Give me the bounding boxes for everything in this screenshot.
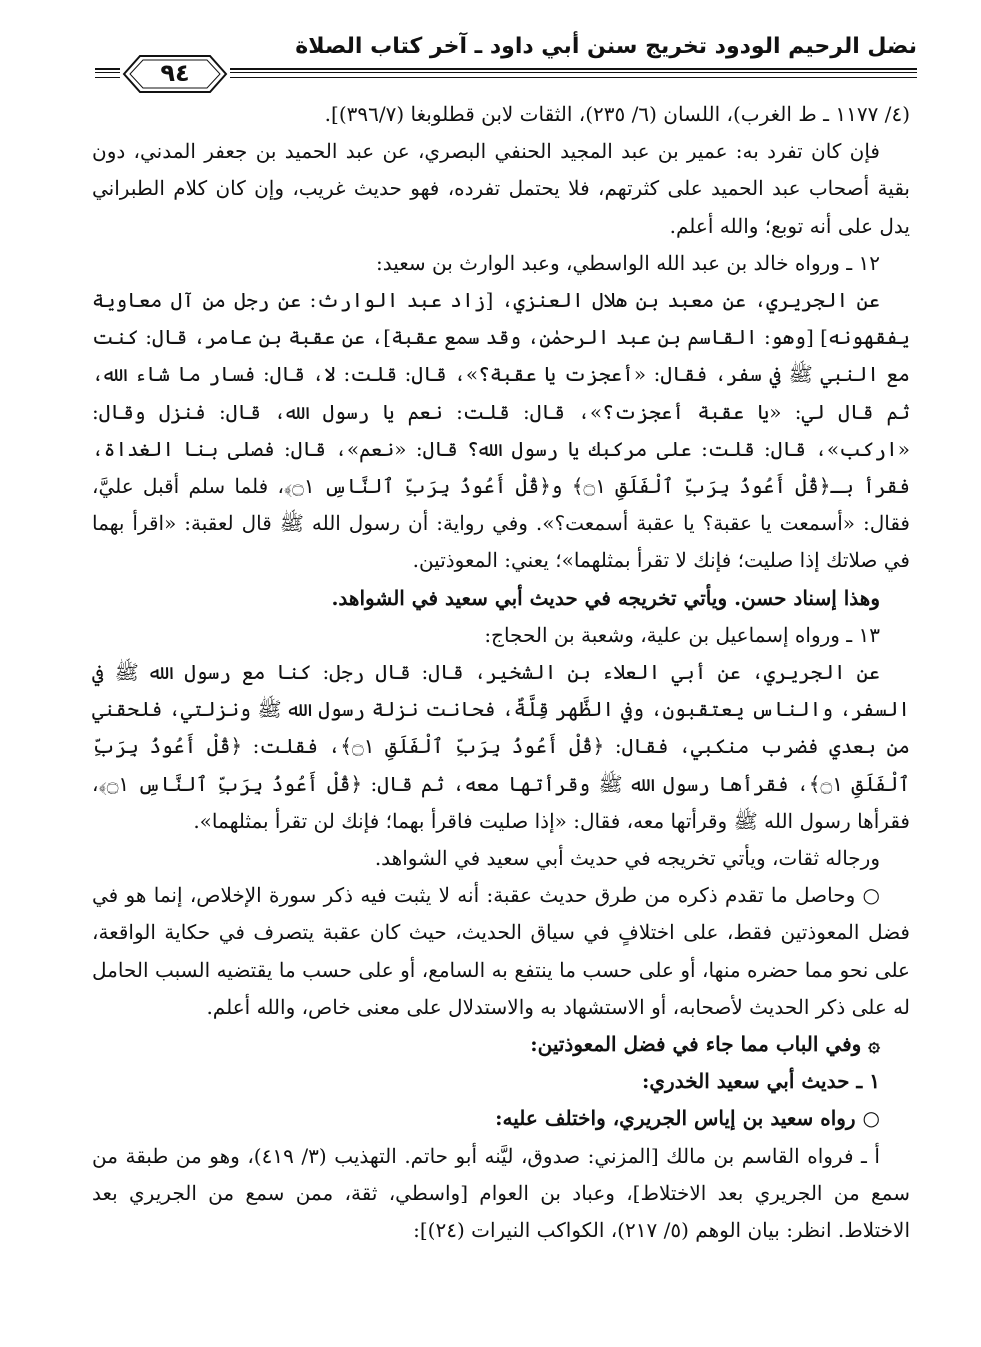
- paragraph: ○ وحاصل ما تقدم ذكره من طرق حديث عقبة: أنه لا يثبت فيه ذكر سورة الإخلاص، إنما هو في فضل المعوذتين فقط، على اختلافٍ في سياق الحديث، حيث كان عقبة يتصرف في حكاية الواقعة، على نحو مما حضره منها، أو على حسب ما ينتفع به السامع، أو على حسب ما يقتضيه السبب الحامل له على ذكر الحديث لأصحابه، أو الاستشهاد به والاستدلال على معنى خاص، والله أعلم.: [92, 883, 910, 1019]
- running-title: نضل الرحيم الودود تخريج سنن أبي داود ـ آخر كتاب الصلاة: [295, 34, 917, 59]
- section-heading: ١ ـ حديث أبي سعيد الخدري:: [642, 1069, 880, 1094]
- page-number: ٩٤: [160, 59, 190, 87]
- paragraph: أ ـ فرواه القاسم بن مالك [المزني: صدوق، ليَّنه أبو حاتم. التهذيب (٣/ ٤١٩)، وهو من طبقة من سمع من الجريري بعد الاختلاط]، وعباد بن العوام [واسطي، ثقة، ممن سمع من الجريري بعد الاختلاط. انظر: بيان الوهم (٥/ ٢١٧)، الكواكب النيرات (٢٤)]:: [92, 1143, 910, 1243]
- paragraph: ورجاله ثقات، ويأتي تخريجه في حديث أبي سعيد في الشواهد.: [374, 846, 880, 871]
- paragraph: (٤/ ١١٧٧ ـ ط الغرب)، اللسان (٦/ ٢٣٥)، الثقات لابن قطلوبغا (٣٩٦/٧)].: [324, 102, 910, 126]
- paragraph: وهذا إسناد حسن. ويأتي تخريجه في حديث أبي سعيد في الشواهد.: [331, 585, 880, 610]
- paragraph: ١٢ ـ ورواه خالد بن عبد الله الواسطي، وعبد الوارث بن سعيد:: [375, 250, 880, 275]
- section-heading: ۞ وفي الباب مما جاء في فضل المعوذتين:: [530, 1032, 880, 1057]
- paragraph: عن الجريري، عن معبد بن هلال العنزي، [زاد عبد الوارث: عن رجل من آل معاوية يفقهونه] [وهو: القاسم بن عبد الرحمٰن، وقد سمع عقبة]، عن عقبة بن عامر، قال: كنت مع النبي ﷺ في سفر، فقال: «أعجزت يا عقبة؟»، قال: قلت: لا، قال: فسار ما شاء الله، ثم قال لي: «يا عقبة أعجزت؟»، قال: قلت: نعم يا رسول الله، قال: فنزل وقال: «اركب»، قال: قلت: على مركبك يا رسول الله؟ قال: «نعم»، قال: فصلى بنا الغداة، فقرأ بـ﴿قُلْ أَعُوذُ بِرَبِّ ٱلْفَلَقِ ۝١﴾ و﴿قُلْ أَعُوذُ بِرَبِّ ٱلنَّاسِ ۝١﴾، فلما سلم أقبل عليَّ، فقال: «أسمعت يا عقبة؟ يا عقبة أسمعت؟». وفي رواية: أن رسول الله ﷺ قال لعقبة: «اقرأ بهما في صلاتك إذا صليت؛ فإنك لا تقرأ بمثلهما»؛ يعني: المعوذتين.: [92, 288, 910, 573]
- paragraph: فإن كان تفرد به: عمير بن عبد المجيد الحنفي البصري، عن عبد الحميد بن جعفر المدني، دون بقية أصحاب عبد الحميد على كثرتهم، فلا يحتمل تفرده، فهو حديث غريب، وإن كان كلام الطبراني يدل على أنه توبع؛ والله أعلم.: [92, 139, 910, 238]
- paragraph: عن الجريري، عن أبي العلاء بن الشخير، قال: قال رجل: كنا مع رسول الله ﷺ في السفر، والناس يعتقبون، وفي الظَّهر قِلَّةٌ، فحانت نزلة رسول الله ﷺ ونزلتي، فلحقني من بعدي فضرب منكبي، فقال: ﴿قُلْ أَعُوذُ بِرَبِّ ٱلْفَلَقِ ۝١﴾، فقلت: ﴿قُلْ أَعُوذُ بِرَبِّ ٱلْفَلَقِ ۝١﴾، فقرأها رسول الله ﷺ وقرأتها معه، ثم قال: ﴿قُلْ أَعُوذُ بِرَبِّ ٱلنَّاسِ ۝١﴾، فقرأها رسول الله ﷺ وقرأتها معه، فقال: «إذا صليت فاقرأ بهما؛ فإنك لن تقرأ بمثلهما».: [92, 660, 910, 833]
- section-heading: ○ رواه سعيد بن إياس الجريري، واختلف عليه:: [495, 1106, 880, 1131]
- body-text: [92, 96, 910, 1249]
- paragraph: ١٣ ـ ورواه إسماعيل بن علية، وشعبة بن الحجاج:: [484, 622, 880, 647]
- page-number-badge: [120, 52, 230, 96]
- page-header: [95, 28, 917, 98]
